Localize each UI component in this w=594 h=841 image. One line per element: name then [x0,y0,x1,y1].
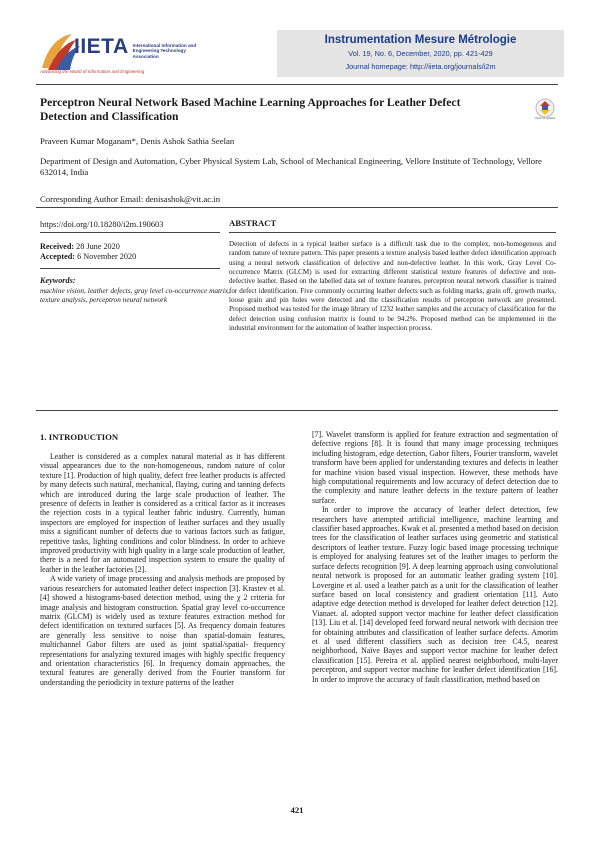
abstract-rule [229,232,556,233]
section-heading-introduction: 1. INTRODUCTION [40,432,119,442]
abstract-text: Detection of defects in a typical leather surface is a difficult task due to the complex, non-homogenous and random nature of texture pattern. This paper presents a texture analysis based leather defect identification approach using a neural network classification of defective and non-defective leather. In this work, Gray Level Co-occurrence Matrix (GLCM) is used for extracting different statistical texture features of defective and non-defective leather. Based on the labelled data set of texture features, perceptron neural network classifier is trained for defect identification. Five commonly occurring leather defects such as folding marks, grain off, growth marks, loose grain and pin holes were detected and the classification results of perceptron network are presented. Proposed method was tested for the image library of 1232 leather samples and the accuracy of classification for the defect detection using confusion matrix is found to be 94.2%. Proposed method can be implemented in the industrial environment for the automation of leather inspection process. [229,240,556,332]
crossmark-label: check for updates [534,117,556,120]
authors: Praveen Kumar Moganam*, Denis Ashok Sathia Seelan [40,136,235,146]
page-number: 421 [290,805,304,815]
abstract-heading: ABSTRACT [229,218,277,228]
journal-name: Instrumentation Mesure Métrologie [324,34,517,46]
body-column-right [312,430,558,684]
corresponding-author: Corresponding Author Email: denisashok@vit.ac.in [40,194,221,204]
accepted-date: 6 November 2020 [77,252,137,262]
info-rule-bottom [36,410,558,411]
keywords: machine vision, leather defects, gray level co-occurrence matrix, texture analysis, perceptron neural network [40,286,230,305]
accepted-label: Accepted: [40,252,76,262]
article-title [40,96,510,124]
logo-organization: International Information and Engineering Technology Association [132,43,197,59]
doi-link[interactable]: https://doi.org/10.18280/i2m.190603 [40,220,164,229]
paragraph: In order to improve the accuracy of leather defect detection, few researchers have attempted artificial intelligence, machine learning and classifier based approaches. Kwak et al. presented a method based on decision trees for the classification of leather surfaces using geometric and statistical descriptors of leather texture. Fuzzy logic based image processing technique is employed for analysing features set of the leather images to perform the surface defects recognition [9]. A deep learning approach using convolutional neural network is proposed for an automatic leather grading system [10]. Lovergine et al. used a leather patch as a unit for the classification of leather surface based on local consistency and gradient orientation [11]. Auto adaptive edge detection method is developed for leather defect detection [12]. Vianaet. al. adopted support vector machine for leather defect classification [13]. Liu et al. [14] developed feed forward neural network with decision tree for obtaining attributes and classification of leather surface defects. Amorim et al used different classifiers such as decision tree C4.5, nearest neighborhood, Naïve Bayes and support vector machine for leather defect classification [15]. Pereira et al. applied nearest neighborhood, multi-layer perceptron, and support vector machine for leather defect identification [16]. In order to improve the accuracy of fault classification, method based on [312,505,558,684]
received-label: Received: [40,242,75,251]
affiliation: Department of Design and Automation, Cyber Physical System Lab, School of Mechanical Engineering, Vellore Institute of Technology, Vellore 632014, India [40,156,542,178]
logo-tagline: Advancing the World of Information and Engineering [40,69,145,74]
paragraph: A wide variety of image processing and analysis methods are proposed by various researchers for automated leather defect inspection [3]. Krastev et al. [4] showed a histograms-based detection method, using the χ 2 criteria for image analysis and histogram construction. Spatial gray level co-occurrence matrix (GLCM) is widely used as texture features extraction method for defect identification on textured surfaces [5]. As frequency domain features are generally less sensitive to noise than spatial-domain features, multichannel Gabor filters are used as joint spatial/spatial- frequency representations for analyzing textured images with highly specific frequency and orientation characteristics [6]. In frequency domain approaches, the textural features are generally derived from the Fourier transform for understanding the periodicity in texture patterns of the leather [40,574,285,687]
title-line-2: Detection and Classification [40,110,179,123]
title-line-1: Perceptron Neural Network Based Machine Learning Approaches for Leather Defect [40,96,461,109]
info-rule-top [36,207,558,208]
received-date: 28 June 2020 [76,242,120,251]
crossmark-icon [533,98,557,124]
header-rule [36,84,558,85]
journal-homepage-link[interactable]: Journal homepage: http://iieta.org/journals/i2m [345,62,496,71]
crossmark-badge[interactable] [533,98,557,124]
journal-volume: Vol. 19, No. 6, December, 2020, pp. 421-429 [348,49,493,58]
body-column-left [40,452,285,687]
paragraph: Leather is considered as a complex natural material as it has different visual appearances due to the non-homogeneous, random nature of color texture [1]. Production of high quality, defect free leather products is affected by many defects such natural, mechanical, flaying, curing and tanning defects which are introduced during the large scale production of leather. The presence of defects in leather is considered as a critical factor as it increases the rejection costs in a typical leather fabric industry. Currently, human inspectors are employed for inspection of leather surfaces and they usually miss a significant number of defects due to various factors such as fatigue, repetitive tasks, lighting conditions and color blindness. In order to achieve improved productivity with high quality in a large scale production of leather, there is a need for an automated inspection system to ensure the quality of leather in the leather factories [2]. [40,452,285,574]
paragraph: [7]. Wavelet transform is applied for feature extraction and segmentation of defective regions [8]. It is found that many image processing techniques including histogram, edge detection, Gabor filters, Fourier transform, wavelet transform have been applied for understanding textures and defects in leather for machine vision based visual inspection. However, these methods have high computational requirements and low accuracy of defect detection due to the complexity and nature leather defects in the texture pattern of leather surface. [312,430,558,505]
iieta-logo-text [74,36,211,59]
logo-acronym: IIETA [74,35,129,58]
keywords-label: Keywords: [40,276,76,285]
article-dates [40,242,136,263]
doi-rule [40,232,220,233]
dates-rule [40,268,220,269]
